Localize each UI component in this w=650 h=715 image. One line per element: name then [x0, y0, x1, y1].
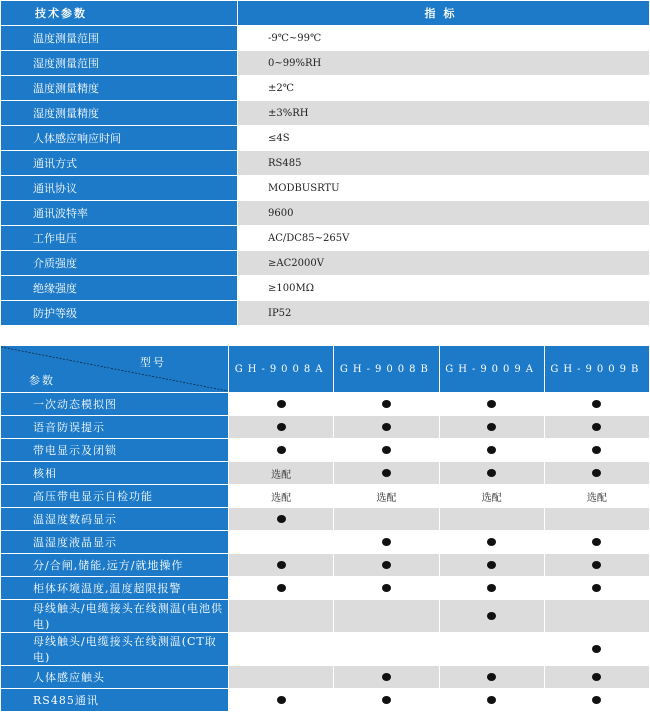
supported-dot-icon [277, 584, 286, 592]
feature-cell [544, 600, 649, 633]
feature-cell [334, 600, 439, 633]
feature-cell [439, 554, 544, 577]
feature-cell [229, 600, 334, 633]
feature-row [1, 531, 650, 554]
feature-label: 一次动态模拟图 [1, 393, 229, 416]
spec-value: RS485 [238, 151, 650, 176]
feature-cell [439, 600, 544, 633]
spec-label: 绝缘强度 [1, 276, 238, 301]
supported-dot-icon [487, 612, 496, 620]
supported-dot-icon [592, 584, 601, 592]
supported-dot-icon [487, 400, 496, 408]
optional-label: 选配 [481, 492, 502, 504]
spec-label: 通讯协议 [1, 176, 238, 201]
supported-dot-icon [382, 400, 391, 408]
spec-label: 人体感应响应时间 [1, 126, 238, 151]
spec-header-param: 技术参数 [1, 1, 238, 26]
feature-label: 母线触头/电缆接头在线测温(CT取电) [1, 633, 229, 666]
feature-cell [439, 393, 544, 416]
supported-dot-icon [487, 673, 496, 681]
feature-cell [229, 554, 334, 577]
feature-cell [229, 485, 334, 508]
supported-dot-icon [277, 561, 286, 569]
feature-cell [229, 689, 334, 712]
spec-value: ±2℃ [238, 76, 650, 101]
feature-row [1, 633, 650, 666]
feature-row [1, 485, 650, 508]
feature-cell [334, 462, 439, 485]
supported-dot-icon [487, 561, 496, 569]
supported-dot-icon [592, 696, 601, 704]
spec-row [1, 76, 650, 101]
feature-cell [229, 416, 334, 439]
spec-value: ≤4S [238, 126, 650, 151]
supported-dot-icon [382, 538, 391, 546]
feature-label: 高压带电显示自检功能 [1, 485, 229, 508]
feature-cell [229, 577, 334, 600]
feature-cell [544, 485, 649, 508]
feature-cell [334, 554, 439, 577]
feature-cell [544, 508, 649, 531]
spec-row [1, 276, 650, 301]
supported-dot-icon [592, 645, 601, 653]
feature-cell [229, 462, 334, 485]
feature-cell [439, 485, 544, 508]
spec-label: 介质强度 [1, 251, 238, 276]
optional-label: 选配 [271, 492, 292, 504]
spec-label: 温度测量精度 [1, 76, 238, 101]
supported-dot-icon [592, 561, 601, 569]
feature-cell [334, 416, 439, 439]
supported-dot-icon [592, 673, 601, 681]
feature-cell [229, 508, 334, 531]
spec-row [1, 226, 650, 251]
feature-cell [544, 666, 649, 689]
feature-row [1, 462, 650, 485]
supported-dot-icon [382, 446, 391, 454]
spec-label: 湿度测量范围 [1, 51, 238, 76]
feature-cell [544, 689, 649, 712]
feature-row [1, 439, 650, 462]
feature-row [1, 393, 650, 416]
supported-dot-icon [487, 696, 496, 704]
supported-dot-icon [592, 400, 601, 408]
supported-dot-icon [592, 446, 601, 454]
supported-dot-icon [487, 446, 496, 454]
spec-label: 通讯波特率 [1, 201, 238, 226]
spec-row [1, 251, 650, 276]
feature-cell [544, 439, 649, 462]
spec-row [1, 176, 650, 201]
supported-dot-icon [382, 696, 391, 704]
supported-dot-icon [382, 584, 391, 592]
spec-label: 工作电压 [1, 226, 238, 251]
feature-cell [544, 554, 649, 577]
feature-header-row [1, 346, 650, 393]
feature-row [1, 689, 650, 712]
feature-cell [334, 666, 439, 689]
optional-label: 选配 [586, 492, 607, 504]
feature-cell [229, 666, 334, 689]
feature-label: 语音防误提示 [1, 416, 229, 439]
supported-dot-icon [277, 515, 286, 523]
feature-cell [334, 633, 439, 666]
supported-dot-icon [487, 469, 496, 477]
technical-parameters-table [0, 0, 650, 326]
supported-dot-icon [277, 446, 286, 454]
feature-cell [334, 531, 439, 554]
model-feature-table [0, 345, 650, 712]
supported-dot-icon [487, 538, 496, 546]
feature-label: 核相 [1, 462, 229, 485]
feature-cell [544, 393, 649, 416]
feature-row [1, 554, 650, 577]
supported-dot-icon [382, 561, 391, 569]
feature-cell [439, 689, 544, 712]
corner-label-model: 型号 [140, 356, 166, 369]
spec-label: 湿度测量精度 [1, 101, 238, 126]
feature-label: 人体感应触头 [1, 666, 229, 689]
feature-cell [229, 531, 334, 554]
supported-dot-icon [592, 423, 601, 431]
feature-row [1, 666, 650, 689]
spec-row [1, 51, 650, 76]
spec-value: ≥AC2000V [238, 251, 650, 276]
supported-dot-icon [382, 423, 391, 431]
feature-cell [334, 689, 439, 712]
feature-row [1, 416, 650, 439]
feature-cell [439, 462, 544, 485]
spec-label: 温度测量范围 [1, 26, 238, 51]
spec-row [1, 151, 650, 176]
feature-cell [334, 439, 439, 462]
feature-cell [544, 416, 649, 439]
feature-cell [439, 531, 544, 554]
spec-value: MODBUSRTU [238, 176, 650, 201]
supported-dot-icon [277, 423, 286, 431]
corner-label-param: 参数 [29, 374, 55, 387]
feature-label: 温湿度数码显示 [1, 508, 229, 531]
feature-cell [544, 577, 649, 600]
feature-label: 分/合闸,储能,远方/就地操作 [1, 554, 229, 577]
feature-row [1, 577, 650, 600]
spec-header-row [1, 1, 650, 26]
feature-label: RS485通讯 [1, 689, 229, 712]
feature-label: 母线触头/电缆接头在线测温(电池供电) [1, 600, 229, 633]
feature-cell [229, 439, 334, 462]
spec-row [1, 26, 650, 51]
model-header-4: GH-9009B [544, 346, 649, 393]
optional-label: 选配 [271, 469, 292, 481]
supported-dot-icon [487, 423, 496, 431]
spec-row [1, 101, 650, 126]
feature-cell [544, 633, 649, 666]
spec-row [1, 126, 650, 151]
supported-dot-icon [487, 584, 496, 592]
feature-cell [229, 393, 334, 416]
feature-cell [334, 508, 439, 531]
optional-label: 选配 [376, 492, 397, 504]
model-header-2: GH-9008B [334, 346, 439, 393]
supported-dot-icon [382, 673, 391, 681]
spec-row [1, 301, 650, 326]
spec-value: -9℃~99℃ [238, 26, 650, 51]
feature-cell [439, 508, 544, 531]
supported-dot-icon [382, 469, 391, 477]
feature-cell [439, 416, 544, 439]
supported-dot-icon [277, 400, 286, 408]
feature-cell [334, 393, 439, 416]
spec-value: IP52 [238, 301, 650, 326]
feature-label: 温湿度液晶显示 [1, 531, 229, 554]
feature-cell [544, 462, 649, 485]
feature-label: 柜体环境温度,温度超限报警 [1, 577, 229, 600]
supported-dot-icon [592, 469, 601, 477]
feature-row [1, 508, 650, 531]
corner-header [1, 346, 229, 393]
feature-label: 带电显示及闭锁 [1, 439, 229, 462]
spec-value: 9600 [238, 201, 650, 226]
feature-cell [544, 531, 649, 554]
feature-cell [439, 439, 544, 462]
feature-cell [334, 577, 439, 600]
spec-label: 通讯方式 [1, 151, 238, 176]
feature-cell [439, 577, 544, 600]
spec-value: ±3%RH [238, 101, 650, 126]
spec-value: 0~99%RH [238, 51, 650, 76]
feature-row [1, 600, 650, 633]
model-header-1: GH-9008A [229, 346, 334, 393]
feature-cell [334, 485, 439, 508]
spec-value: ≥100MΩ [238, 276, 650, 301]
spec-header-value: 指标 [238, 1, 650, 26]
feature-cell [439, 633, 544, 666]
feature-cell [439, 666, 544, 689]
supported-dot-icon [277, 696, 286, 704]
spec-value: AC/DC85~265V [238, 226, 650, 251]
supported-dot-icon [592, 538, 601, 546]
spec-row [1, 201, 650, 226]
spec-label: 防护等级 [1, 301, 238, 326]
model-header-3: GH-9009A [439, 346, 544, 393]
feature-cell [229, 633, 334, 666]
